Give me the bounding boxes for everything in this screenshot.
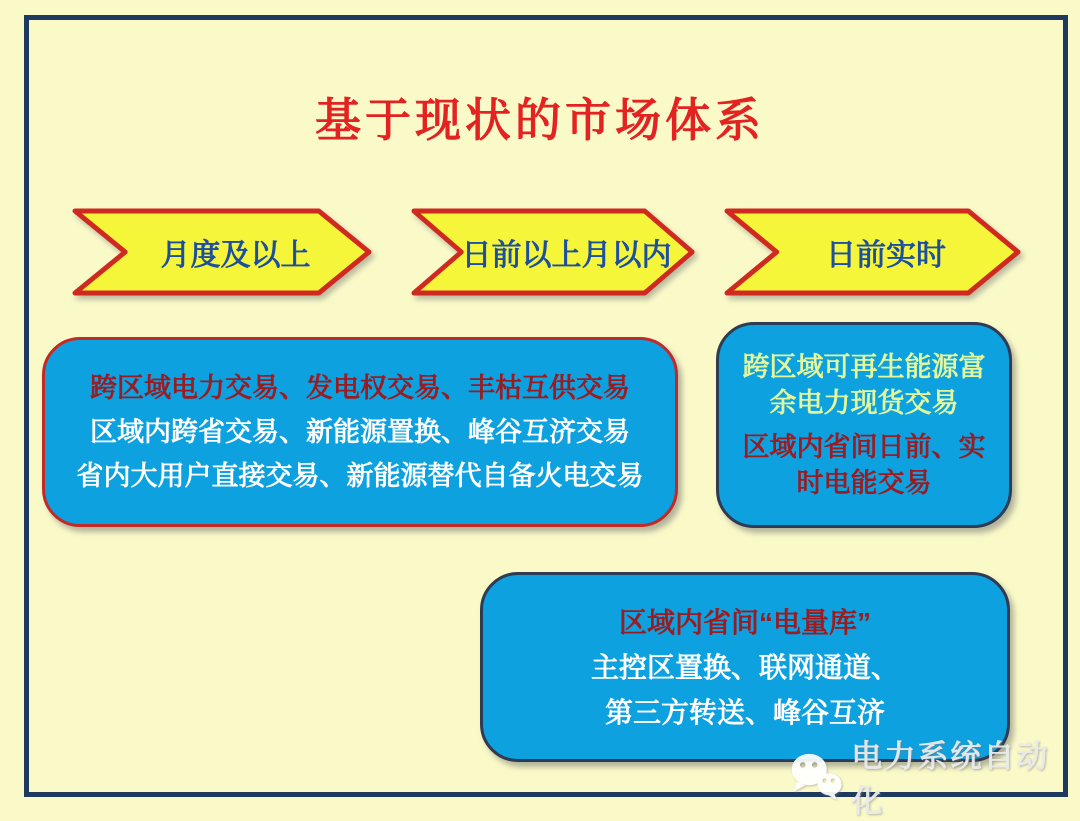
market-box-line: 主控区置换、联网通道、: [590, 651, 899, 683]
market-box-line: 区域内跨省交易、新能源置换、峰谷互济交易: [90, 417, 630, 447]
stage-arrow-label: 日前以上月以内: [461, 239, 672, 272]
watermark: [788, 731, 1080, 821]
watermark-text: 电力系统自动化: [851, 739, 1050, 819]
stage-arrow-day-ahead-to-month: [411, 208, 696, 296]
stage-arrow-day-ahead-realtime: [724, 208, 1022, 296]
market-box-line: 区域内省间日前、实时电能交易: [742, 432, 986, 498]
stage-arrow-monthly-and-above: [72, 208, 373, 296]
market-box-line: 跨区域可再生能源富余电力现货交易: [742, 352, 986, 418]
market-box-line: 省内大用户直接交易、新能源替代自备火电交易: [76, 461, 644, 491]
slide-title: 基于现状的市场体系: [315, 94, 765, 146]
market-box-spot-trading: [716, 322, 1012, 528]
market-box-line: 区域内省间“电量库”: [618, 606, 871, 638]
stage-arrow-label: 日前实时: [826, 239, 946, 272]
stage-arrow-label: 月度及以上: [160, 239, 311, 272]
market-box-medium-long-term: [42, 337, 678, 527]
wechat-icon: [788, 750, 843, 802]
market-box-line: 第三方转送、峰谷互济: [604, 696, 885, 728]
market-box-line: 跨区域电力交易、发电权交易、丰枯互供交易: [90, 373, 630, 403]
